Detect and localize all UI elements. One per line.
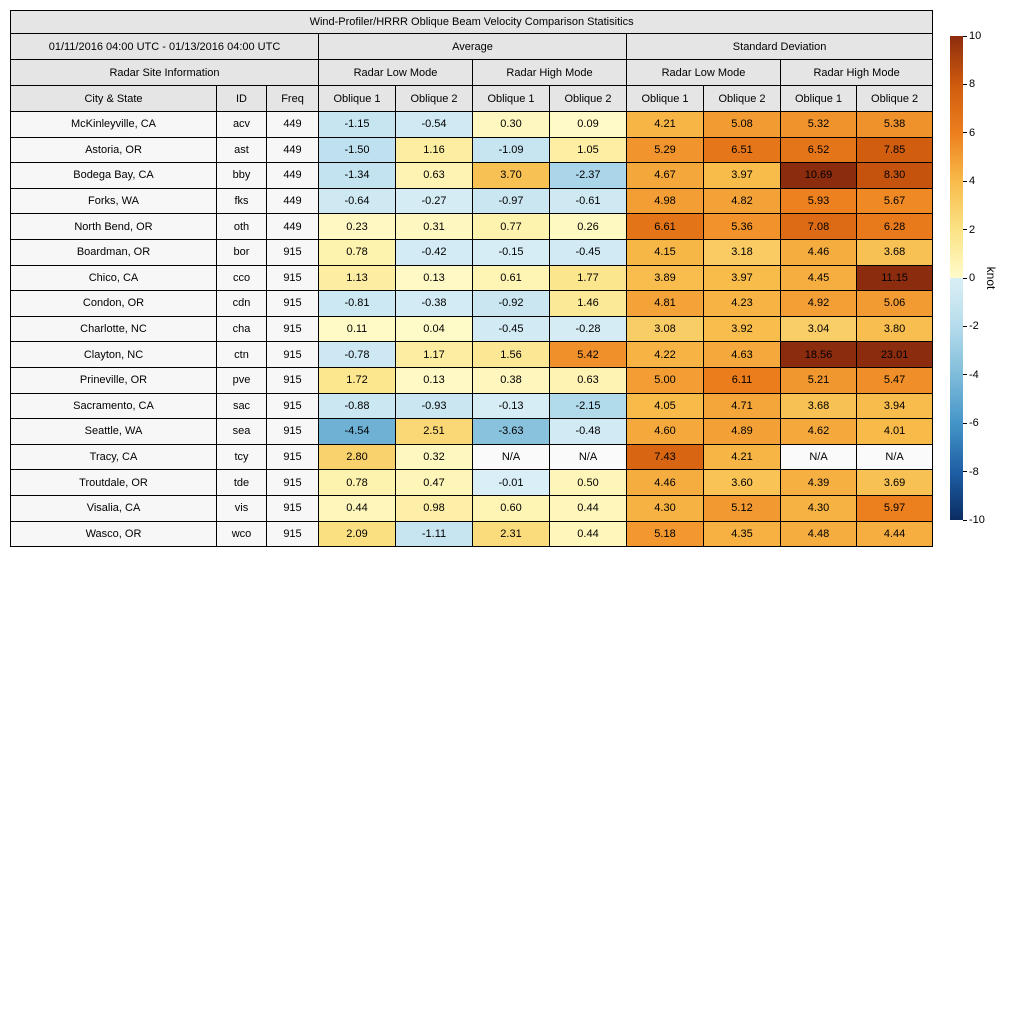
value-cell: 3.60 [704,470,781,496]
value-cell: -4.54 [319,419,396,445]
value-cell: 4.30 [627,495,704,521]
oblique1-header: Oblique 1 [781,86,857,112]
value-cell: 4.35 [704,521,781,547]
cell-city-state: Wasco, OR [11,521,217,547]
value-cell: -1.50 [319,137,396,163]
value-cell: -0.48 [550,419,627,445]
value-cell: -2.15 [550,393,627,419]
value-cell: -0.93 [396,393,473,419]
value-cell: 1.56 [473,342,550,368]
value-cell: 4.46 [627,470,704,496]
value-cell: 4.82 [704,188,781,214]
cell-frequency: 915 [267,342,319,368]
sd-high-mode-header: Radar High Mode [781,60,933,86]
cell-site-id: fks [217,188,267,214]
value-cell: 0.13 [396,265,473,291]
cell-city-state: Sacramento, CA [11,393,217,419]
value-cell: -0.38 [396,291,473,317]
value-cell: -0.45 [473,316,550,342]
value-cell: 2.31 [473,521,550,547]
oblique1-header: Oblique 1 [627,86,704,112]
cell-frequency: 915 [267,521,319,547]
cell-site-id: cco [217,265,267,291]
value-cell: 5.38 [857,112,933,138]
cell-site-id: sac [217,393,267,419]
value-cell: 7.08 [781,214,857,240]
colorbar-tick-mark [963,36,967,37]
cell-frequency: 915 [267,444,319,470]
value-cell: 5.06 [857,291,933,317]
cell-city-state: Astoria, OR [11,137,217,163]
cell-city-state: Forks, WA [11,188,217,214]
colorbar-tick-label: -6 [969,417,979,430]
value-cell: 4.15 [627,239,704,265]
value-cell: 1.16 [396,137,473,163]
colorbar-tick-label: 0 [969,272,976,284]
value-cell: 7.43 [627,444,704,470]
colorbar-tick-mark [963,471,967,472]
cell-site-id: pve [217,367,267,393]
table-row [11,495,933,521]
value-cell: -0.64 [319,188,396,214]
value-cell: 0.60 [473,495,550,521]
cell-site-id: ast [217,137,267,163]
oblique2-header: Oblique 2 [550,86,627,112]
value-cell: N/A [473,444,550,470]
cell-city-state: Seattle, WA [11,419,217,445]
value-cell: 5.67 [857,188,933,214]
colorbar-tick-label: 6 [969,126,976,139]
cell-frequency: 915 [267,393,319,419]
value-cell: 6.52 [781,137,857,163]
cell-site-id: acv [217,112,267,138]
cell-city-state: Boardman, OR [11,239,217,265]
value-cell: -0.88 [319,393,396,419]
cell-site-id: vis [217,495,267,521]
value-cell: 11.15 [857,265,933,291]
cell-site-id: sea [217,419,267,445]
value-cell: -0.28 [550,316,627,342]
colorbar-tick-label: 10 [969,30,982,42]
cell-frequency: 449 [267,188,319,214]
value-cell: 4.60 [627,419,704,445]
value-cell: 0.23 [319,214,396,240]
value-cell: 5.47 [857,367,933,393]
colorbar-tick-mark [963,132,967,133]
table-body [11,112,933,547]
value-cell: -3.63 [473,419,550,445]
value-cell: 5.21 [781,367,857,393]
cell-city-state: Tracy, CA [11,444,217,470]
value-cell: -0.54 [396,112,473,138]
value-cell: -0.45 [550,239,627,265]
radar-site-info-header: Radar Site Information [11,60,319,86]
value-cell: N/A [857,444,933,470]
table-row [11,367,933,393]
value-cell: 0.44 [550,495,627,521]
cell-frequency: 449 [267,112,319,138]
table-row [11,137,933,163]
table-row [11,316,933,342]
value-cell: -0.78 [319,342,396,368]
site-id-header: ID [217,86,267,112]
value-cell: 3.92 [704,316,781,342]
table-row [11,444,933,470]
value-cell: 3.80 [857,316,933,342]
value-cell: 6.28 [857,214,933,240]
value-cell: 0.63 [550,367,627,393]
value-cell: 8.30 [857,163,933,189]
value-cell: 1.13 [319,265,396,291]
value-cell: 0.44 [319,495,396,521]
value-cell: -0.81 [319,291,396,317]
value-cell: 4.45 [781,265,857,291]
value-cell: 5.08 [704,112,781,138]
colorbar-tick-label: -8 [969,465,979,478]
cell-city-state: Visalia, CA [11,495,217,521]
oblique1-header: Oblique 1 [319,86,396,112]
colorbar-tick-mark [963,84,967,85]
cell-city-state: Prineville, OR [11,367,217,393]
value-cell: 0.63 [396,163,473,189]
cell-frequency: 915 [267,291,319,317]
table-row [11,470,933,496]
value-cell: 0.30 [473,112,550,138]
value-cell: 4.89 [704,419,781,445]
value-cell: 0.26 [550,214,627,240]
cell-city-state: Chico, CA [11,265,217,291]
value-cell: N/A [550,444,627,470]
oblique2-header: Oblique 2 [396,86,473,112]
table-row [11,393,933,419]
table-title: Wind-Profiler/HRRR Oblique Beam Velocity Comparison Statisitics [11,11,933,34]
value-cell: 4.92 [781,291,857,317]
avg-high-mode-header: Radar High Mode [473,60,627,86]
cell-site-id: cha [217,316,267,342]
value-cell: 5.93 [781,188,857,214]
value-cell: 4.81 [627,291,704,317]
value-cell: 3.70 [473,163,550,189]
value-cell: 5.29 [627,137,704,163]
value-cell: 4.23 [704,291,781,317]
cell-frequency: 915 [267,316,319,342]
value-cell: -0.27 [396,188,473,214]
stats-table [10,10,933,547]
colorbar-tick-label: -2 [969,320,979,333]
value-cell: -1.15 [319,112,396,138]
value-cell: 5.12 [704,495,781,521]
cell-city-state: Condon, OR [11,291,217,317]
value-cell: 4.71 [704,393,781,419]
value-cell: -1.11 [396,521,473,547]
value-cell: 0.44 [550,521,627,547]
value-cell: 4.46 [781,239,857,265]
cell-frequency: 449 [267,214,319,240]
value-cell: 0.98 [396,495,473,521]
colorbar-tick-mark [963,229,967,230]
value-cell: -0.97 [473,188,550,214]
table-row [11,112,933,138]
value-cell: 4.62 [781,419,857,445]
oblique2-header: Oblique 2 [704,86,781,112]
value-cell: 0.77 [473,214,550,240]
value-cell: 0.78 [319,470,396,496]
table-row [11,265,933,291]
table-row [11,214,933,240]
colorbar-tick-label: 8 [969,78,976,91]
value-cell: 10.69 [781,163,857,189]
value-cell: 18.56 [781,342,857,368]
colorbar-tick-mark [963,326,967,327]
table-row [11,291,933,317]
oblique2-header: Oblique 2 [857,86,933,112]
cell-frequency: 915 [267,367,319,393]
value-cell: 4.21 [627,112,704,138]
freq-header: Freq [267,86,319,112]
table-row [11,239,933,265]
date-range: 01/11/2016 04:00 UTC - 01/13/2016 04:00 UTC [11,34,319,60]
cell-frequency: 449 [267,137,319,163]
value-cell: 7.85 [857,137,933,163]
value-cell: 2.80 [319,444,396,470]
value-cell: 0.13 [396,367,473,393]
value-cell: 4.01 [857,419,933,445]
value-cell: -0.01 [473,470,550,496]
cell-site-id: bor [217,239,267,265]
value-cell: N/A [781,444,857,470]
value-cell: 5.36 [704,214,781,240]
value-cell: 3.97 [704,163,781,189]
value-cell: 5.42 [550,342,627,368]
oblique1-header: Oblique 1 [473,86,550,112]
value-cell: 0.31 [396,214,473,240]
colorbar-tick-mark [963,374,967,375]
cell-site-id: bby [217,163,267,189]
sd-low-mode-header: Radar Low Mode [627,60,781,86]
table-row [11,521,933,547]
colorbar-tick-mark [963,181,967,182]
value-cell: 1.05 [550,137,627,163]
cell-city-state: Charlotte, NC [11,316,217,342]
value-cell: 1.17 [396,342,473,368]
value-cell: 4.21 [704,444,781,470]
value-cell: 0.47 [396,470,473,496]
table-row [11,188,933,214]
cell-frequency: 915 [267,470,319,496]
value-cell: 6.51 [704,137,781,163]
cell-frequency: 449 [267,163,319,189]
value-cell: 3.97 [704,265,781,291]
cell-site-id: ctn [217,342,267,368]
table-row [11,163,933,189]
value-cell: -0.15 [473,239,550,265]
colorbar [950,36,963,520]
table-row [11,419,933,445]
cell-city-state: Clayton, NC [11,342,217,368]
value-cell: -0.42 [396,239,473,265]
value-cell: 0.50 [550,470,627,496]
cell-city-state: North Bend, OR [11,214,217,240]
value-cell: 4.98 [627,188,704,214]
colorbar-tick-mark [963,278,967,279]
value-cell: -0.61 [550,188,627,214]
value-cell: 5.18 [627,521,704,547]
colorbar-tick-mark [963,520,967,521]
value-cell: 4.05 [627,393,704,419]
value-cell: 3.89 [627,265,704,291]
cell-site-id: oth [217,214,267,240]
value-cell: -1.09 [473,137,550,163]
colorbar-tick-label: 4 [969,175,976,188]
colorbar-tick-mark [963,423,967,424]
colorbar-tick-label: -10 [969,514,985,526]
colorbar-tick-label: -4 [969,368,979,381]
colorbar-tick-label: 2 [969,223,976,236]
value-cell: 5.00 [627,367,704,393]
value-cell: 4.63 [704,342,781,368]
value-cell: 0.11 [319,316,396,342]
value-cell: 5.32 [781,112,857,138]
cell-city-state: McKinleyville, CA [11,112,217,138]
cell-frequency: 915 [267,419,319,445]
value-cell: 0.38 [473,367,550,393]
value-cell: 2.51 [396,419,473,445]
city-state-header: City & State [11,86,217,112]
value-cell: 2.09 [319,521,396,547]
value-cell: 5.97 [857,495,933,521]
value-cell: 1.77 [550,265,627,291]
value-cell: 0.09 [550,112,627,138]
table-row [11,342,933,368]
value-cell: 3.04 [781,316,857,342]
cell-site-id: tcy [217,444,267,470]
value-cell: 3.68 [857,239,933,265]
value-cell: 4.22 [627,342,704,368]
value-cell: -0.13 [473,393,550,419]
value-cell: 3.68 [781,393,857,419]
value-cell: 3.94 [857,393,933,419]
value-cell: 3.69 [857,470,933,496]
value-cell: 0.04 [396,316,473,342]
group-average-header: Average [319,34,627,60]
avg-low-mode-header: Radar Low Mode [319,60,473,86]
cell-frequency: 915 [267,265,319,291]
value-cell: 4.44 [857,521,933,547]
value-cell: -1.34 [319,163,396,189]
cell-frequency: 915 [267,495,319,521]
value-cell: -2.37 [550,163,627,189]
cell-site-id: tde [217,470,267,496]
value-cell: 4.39 [781,470,857,496]
cell-site-id: wco [217,521,267,547]
value-cell: 4.30 [781,495,857,521]
value-cell: 0.78 [319,239,396,265]
value-cell: 0.61 [473,265,550,291]
group-stddev-header: Standard Deviation [627,34,933,60]
value-cell: -0.92 [473,291,550,317]
value-cell: 0.32 [396,444,473,470]
value-cell: 1.46 [550,291,627,317]
cell-site-id: cdn [217,291,267,317]
cell-frequency: 915 [267,239,319,265]
value-cell: 3.18 [704,239,781,265]
value-cell: 6.61 [627,214,704,240]
value-cell: 1.72 [319,367,396,393]
cell-city-state: Troutdale, OR [11,470,217,496]
cell-city-state: Bodega Bay, CA [11,163,217,189]
colorbar-unit-label: knot [984,266,998,290]
value-cell: 6.11 [704,367,781,393]
value-cell: 23.01 [857,342,933,368]
value-cell: 4.48 [781,521,857,547]
value-cell: 4.67 [627,163,704,189]
value-cell: 3.08 [627,316,704,342]
